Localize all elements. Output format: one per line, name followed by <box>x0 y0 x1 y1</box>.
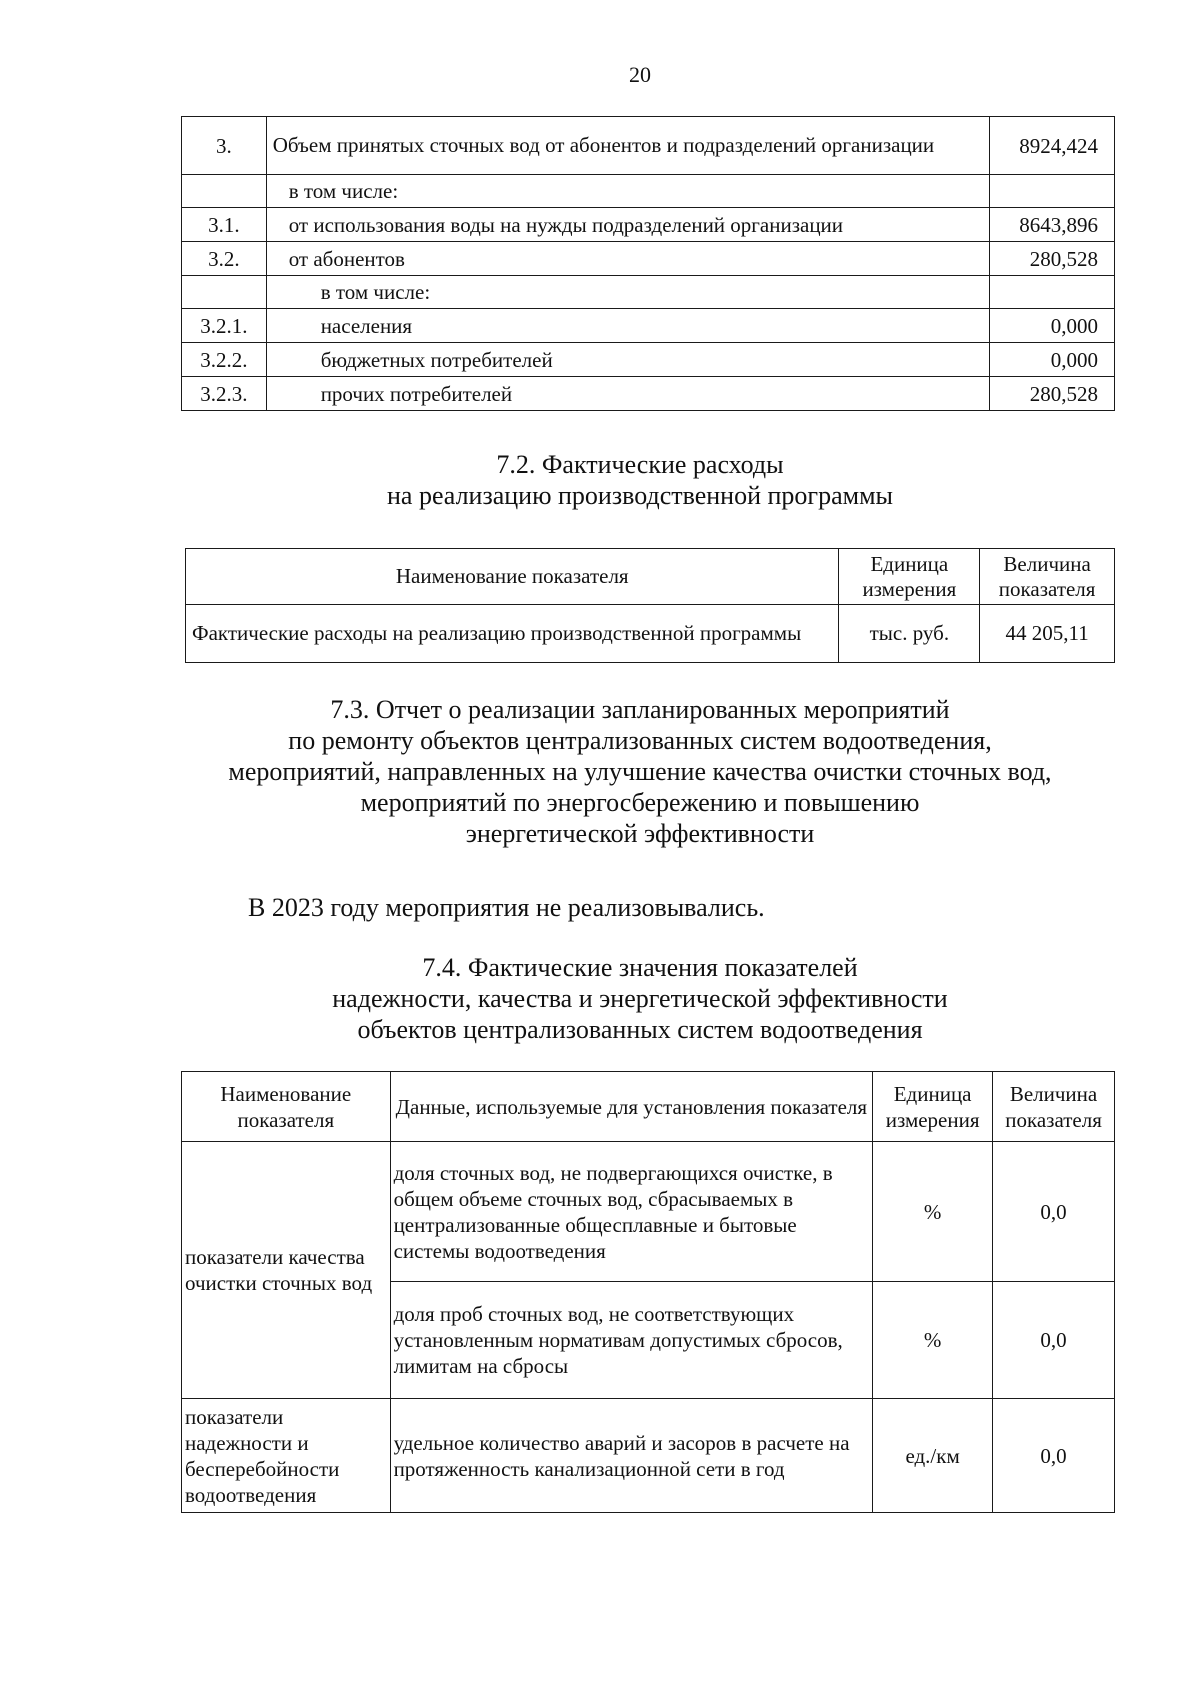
row-number: 3.1. <box>182 208 267 242</box>
section-7-3-heading <box>0 694 1200 849</box>
indicator-unit: % <box>873 1282 993 1399</box>
heading-line: энергетической эффективности <box>465 819 815 848</box>
row-value <box>989 276 1115 309</box>
row-number: 3.2.3. <box>182 377 267 411</box>
column-header: Наименование показателя <box>182 1072 391 1142</box>
indicator-unit: тыс. руб. <box>839 605 980 663</box>
table-header-row <box>182 1072 1115 1142</box>
indicator-unit: ед./км <box>873 1399 993 1513</box>
indicator-value: 0,0 <box>993 1282 1115 1399</box>
heading-line: на реализацию производственной программы <box>386 481 893 510</box>
row-label: в том числе: <box>266 276 989 309</box>
indicator-data: доля сточных вод, не подвергающихся очистке, в общем объеме сточных вод, сбрасываемых в централизованные общесплавные и бытовые системы водоотведения <box>390 1142 873 1282</box>
table-row <box>182 175 1115 208</box>
row-number: 3.2. <box>182 242 267 276</box>
table-row <box>182 117 1115 175</box>
table-row <box>182 276 1115 309</box>
column-header: Наименование показателя <box>186 549 839 605</box>
row-value: 280,528 <box>989 377 1115 411</box>
indicator-value: 44 205,11 <box>980 605 1115 663</box>
column-header: Величина показателя <box>993 1072 1115 1142</box>
column-header: Данные, используемые для установления показателя <box>390 1072 873 1142</box>
indicator-data: доля проб сточных вод, не соответствующих установленным нормативам допустимых сбросов, лимитам на сбросы <box>390 1282 873 1399</box>
row-label: в том числе: <box>266 175 989 208</box>
table-row <box>182 1399 1115 1513</box>
row-label: прочих потребителей <box>266 377 989 411</box>
column-header: Единица измерения <box>839 549 980 605</box>
table-row <box>182 343 1115 377</box>
row-label: бюджетных потребителей <box>266 343 989 377</box>
row-value: 0,000 <box>989 343 1115 377</box>
table-row <box>182 208 1115 242</box>
table-row <box>182 1142 1115 1282</box>
row-number: 3. <box>182 117 267 175</box>
heading-line: объектов централизованных систем водоотведения <box>357 1015 923 1044</box>
wastewater-volume-table <box>181 116 1115 411</box>
row-label: населения <box>266 309 989 343</box>
row-value: 8643,896 <box>989 208 1115 242</box>
heading-line: 7.3. Отчет о реализации запланированных мероприятий <box>330 695 950 724</box>
row-number <box>182 276 267 309</box>
heading-line: надежности, качества и энергетической эффективности <box>332 984 948 1013</box>
section-7-4-heading <box>0 952 1200 1045</box>
heading-line: по ремонту объектов централизованных систем водоотведения, <box>288 726 992 755</box>
row-label: Объем принятых сточных вод от абонентов и подразделений организации <box>266 117 989 175</box>
row-label: от абонентов <box>266 242 989 276</box>
column-header: Величина показателя <box>980 549 1115 605</box>
page-number: 20 <box>629 62 651 87</box>
indicator-group-reliability: показатели надежности и бесперебойности водоотведения <box>182 1399 391 1513</box>
section-7-2-heading <box>0 449 1200 511</box>
row-value: 0,000 <box>989 309 1115 343</box>
table-row <box>182 242 1115 276</box>
row-value: 8924,424 <box>989 117 1115 175</box>
column-header: Единица измерения <box>873 1072 993 1142</box>
row-number: 3.2.1. <box>182 309 267 343</box>
indicator-group-quality: показатели качества очистки сточных вод <box>182 1142 391 1399</box>
table-row <box>182 377 1115 411</box>
heading-line: мероприятий, направленных на улучшение качества очистки сточных вод, <box>228 757 1052 786</box>
row-number <box>182 175 267 208</box>
row-label: от использования воды на нужды подразделений организации <box>266 208 989 242</box>
heading-line: мероприятий по энергосбережению и повышению <box>360 788 920 817</box>
heading-line: 7.4. Фактические значения показателей <box>422 953 858 982</box>
table-row <box>182 309 1115 343</box>
indicator-value: 0,0 <box>993 1399 1115 1513</box>
row-value <box>989 175 1115 208</box>
heading-line: 7.2. Фактические расходы <box>496 450 784 479</box>
table-row <box>186 605 1115 663</box>
expenses-table <box>185 548 1115 663</box>
indicator-name: Фактические расходы на реализацию производственной программы <box>186 605 839 663</box>
row-number: 3.2.2. <box>182 343 267 377</box>
row-value: 280,528 <box>989 242 1115 276</box>
indicator-value: 0,0 <box>993 1142 1115 1282</box>
indicator-unit: % <box>873 1142 993 1282</box>
indicators-table <box>181 1071 1115 1513</box>
indicator-data: удельное количество аварий и засоров в расчете на протяженность канализационной сети в год <box>390 1399 873 1513</box>
body-paragraph: В 2023 году мероприятия не реализовывались. <box>248 893 765 922</box>
table-header-row <box>186 549 1115 605</box>
